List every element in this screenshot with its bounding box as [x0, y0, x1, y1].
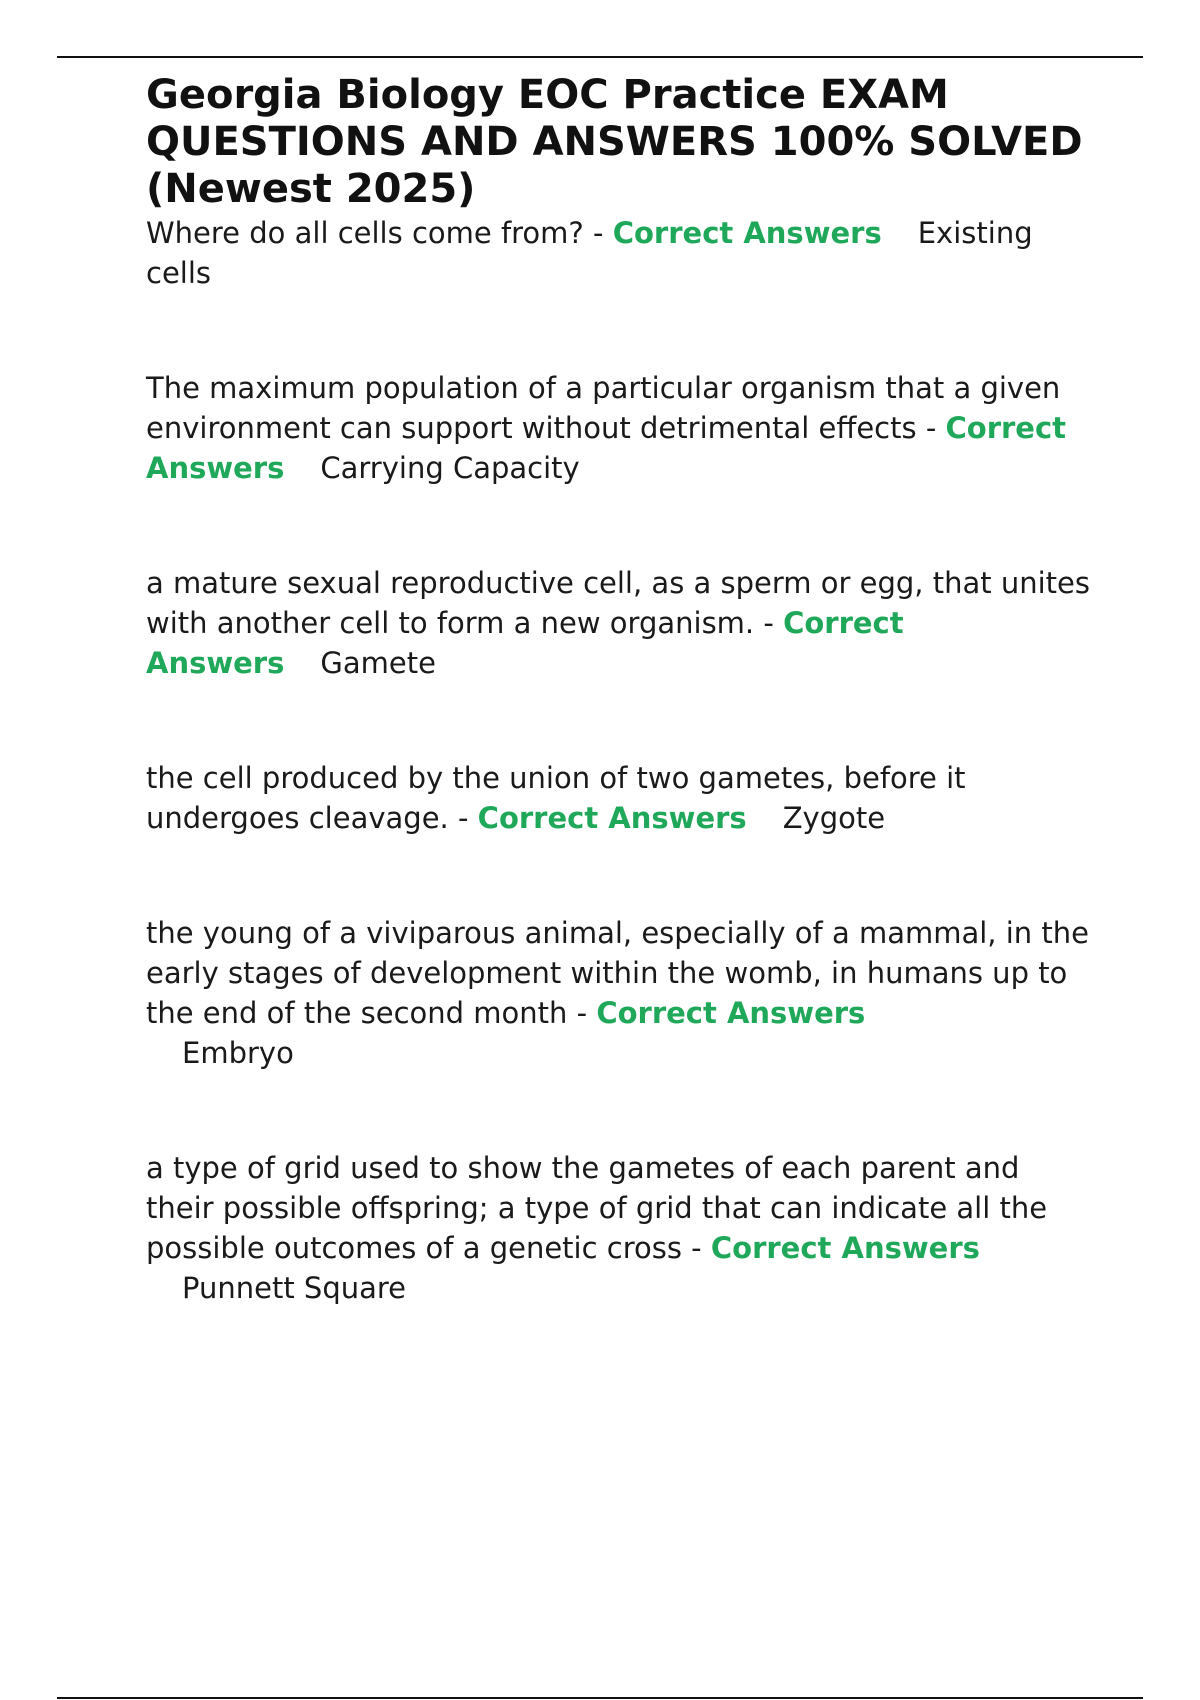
qa-item	[146, 913, 1096, 1073]
correct-answers-label: Correct Answers	[710, 1231, 980, 1265]
qa-item	[146, 563, 1096, 683]
answer-text: Gamete	[320, 646, 436, 680]
question-text: the young of a viviparous animal, especially of a mammal, in the early stages of development within the womb, in humans up to the end of the second month -	[146, 916, 1089, 1030]
correct-answers-label: Correct Answers	[596, 996, 866, 1030]
correct-answers-label: Correct Answers	[477, 801, 747, 835]
correct-answers-label: Correct Answers	[146, 606, 904, 680]
top-rule	[57, 56, 1143, 58]
answer-text: Zygote	[782, 801, 886, 835]
answer-text: Punnett Square	[182, 1271, 407, 1305]
bottom-rule	[57, 1697, 1143, 1699]
document-body	[146, 72, 1096, 1308]
document-title: Georgia Biology EOC Practice EXAM QUESTIONS AND ANSWERS 100% SOLVED (Newest 2025)	[146, 72, 1083, 212]
question-text: the cell produced by the union of two gametes, before it undergoes cleavage. -	[146, 761, 966, 835]
correct-answers-label: Correct Answers	[612, 216, 882, 250]
qa-item	[146, 758, 1096, 838]
correct-answers-label: Correct Answers	[146, 411, 1067, 485]
qa-item	[146, 368, 1096, 488]
question-text: a mature sexual reproductive cell, as a sperm or egg, that unites with another cell to form a new organism. -	[146, 566, 1090, 640]
answer-text: Embryo	[182, 1036, 294, 1070]
answer-text: Carrying Capacity	[320, 451, 580, 485]
question-text: The maximum population of a particular organism that a given environment can support without detrimental effects -	[146, 371, 1061, 445]
qa-item	[146, 1148, 1096, 1308]
qa-item	[146, 213, 1096, 293]
question-text: a type of grid used to show the gametes of each parent and their possible offspring; a type of grid that can indicate all the possible outcomes of a genetic cross -	[146, 1151, 1048, 1265]
answer-text: Existing cells	[146, 216, 1033, 290]
question-text: Where do all cells come from? -	[146, 216, 613, 250]
